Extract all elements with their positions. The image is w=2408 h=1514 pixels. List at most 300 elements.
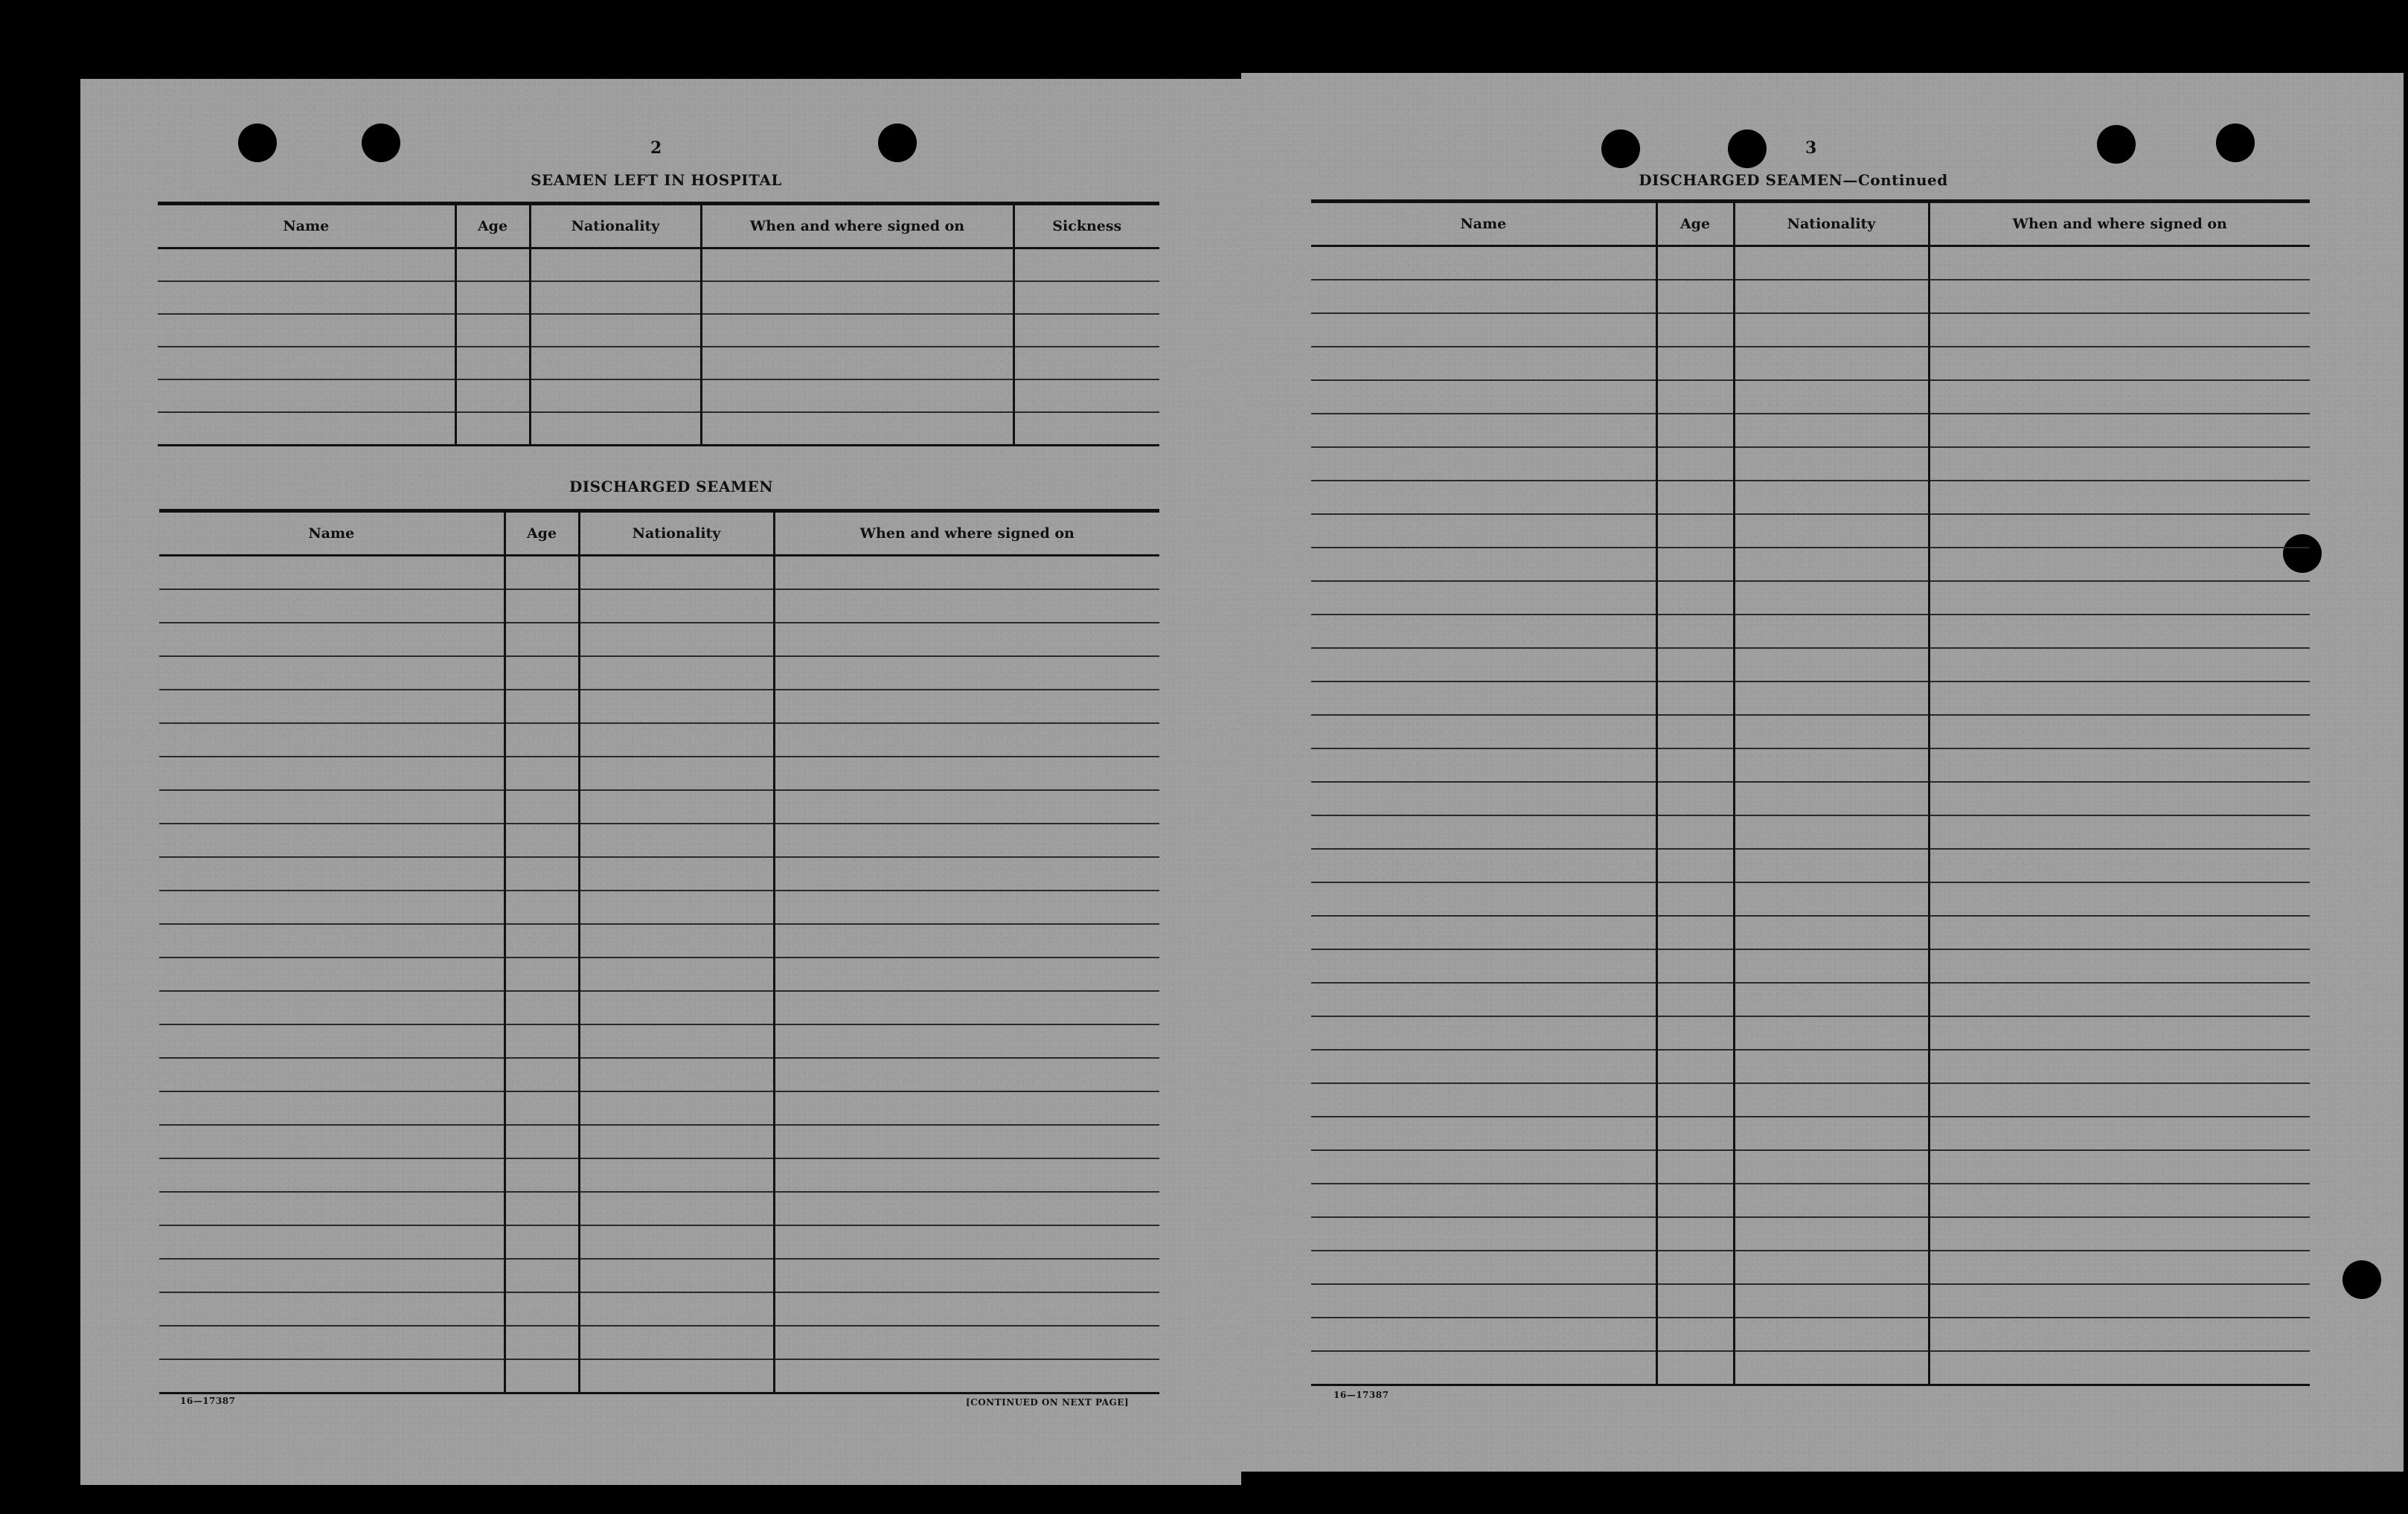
blank-cell	[1929, 815, 2310, 849]
page-number: 2	[650, 138, 662, 158]
blank-cell	[1734, 715, 1929, 748]
blank-cell	[1734, 782, 1929, 815]
blank-cell	[1656, 1351, 1734, 1385]
blank-cell	[1734, 916, 1929, 949]
blank-cell	[579, 589, 774, 623]
blank-cell	[1311, 1284, 1656, 1318]
table-row	[158, 314, 1159, 347]
blank-cell	[774, 991, 1159, 1024]
discharged-continued-title: DISCHARGED SEAMEN—Continued	[1639, 171, 1948, 189]
blank-cell	[1656, 1318, 1734, 1351]
blank-cell	[579, 991, 774, 1024]
blank-cell	[1734, 949, 1929, 983]
blank-cell	[701, 347, 1014, 379]
punch-hole	[2097, 125, 2136, 164]
blank-cell	[505, 1125, 579, 1158]
punch-hole	[2343, 1260, 2381, 1299]
blank-cell	[774, 924, 1159, 958]
blank-cell	[1311, 280, 1656, 313]
blank-cell	[1311, 949, 1656, 983]
form-code: 16—17387	[180, 1396, 236, 1406]
blank-cell	[505, 589, 579, 623]
blank-cell	[1929, 916, 2310, 949]
blank-cell	[579, 1359, 774, 1393]
discharged-table	[159, 509, 1159, 1394]
blank-cell	[505, 1192, 579, 1225]
table-row	[158, 281, 1159, 314]
table-row	[1311, 949, 2310, 983]
blank-cell	[1311, 447, 1656, 481]
blank-cell	[1929, 1284, 2310, 1318]
blank-cell	[1734, 447, 1929, 481]
table-row	[1311, 380, 2310, 414]
table-row	[1311, 1217, 2310, 1251]
blank-cell	[1929, 313, 2310, 347]
blank-cell	[1656, 313, 1734, 347]
blank-cell	[1014, 412, 1159, 446]
left-page	[80, 79, 1241, 1485]
blank-cell	[1656, 681, 1734, 715]
blank-cell	[1929, 949, 2310, 983]
blank-cell	[1929, 882, 2310, 916]
blank-cell	[1929, 280, 2310, 313]
punch-hole	[362, 124, 400, 162]
blank-cell	[159, 723, 505, 757]
blank-cell	[774, 824, 1159, 857]
table-row	[1311, 280, 2310, 313]
blank-cell	[1734, 481, 1929, 514]
blank-cell	[158, 314, 455, 347]
blank-cell	[774, 1024, 1159, 1058]
blank-cell	[701, 248, 1014, 282]
column-header: Sickness	[1014, 204, 1159, 248]
blank-cell	[1311, 882, 1656, 916]
blank-cell	[1656, 983, 1734, 1016]
form-code: 16—17387	[1333, 1390, 1389, 1400]
blank-cell	[455, 412, 530, 446]
blank-cell	[1734, 1150, 1929, 1184]
table-row	[159, 1192, 1159, 1225]
blank-cell	[774, 958, 1159, 991]
blank-cell	[774, 1292, 1159, 1326]
table-row	[1311, 681, 2310, 715]
blank-cell	[774, 1091, 1159, 1125]
blank-cell	[158, 248, 455, 282]
blank-cell	[1656, 581, 1734, 615]
blank-cell	[159, 1192, 505, 1225]
blank-cell	[1734, 514, 1929, 548]
blank-cell	[1656, 1083, 1734, 1117]
blank-cell	[505, 1225, 579, 1259]
punch-hole	[1601, 129, 1640, 168]
blank-cell	[579, 1091, 774, 1125]
blank-cell	[1311, 581, 1656, 615]
blank-cell	[1734, 1217, 1929, 1251]
blank-cell	[159, 1091, 505, 1125]
blank-cell	[1656, 815, 1734, 849]
blank-cell	[505, 757, 579, 790]
blank-cell	[1929, 1251, 2310, 1284]
blank-cell	[455, 347, 530, 379]
blank-cell	[579, 656, 774, 690]
blank-cell	[1656, 481, 1734, 514]
table-row	[159, 1091, 1159, 1125]
blank-cell	[1929, 347, 2310, 380]
column-header: Name	[159, 511, 505, 556]
blank-cell	[1656, 882, 1734, 916]
blank-cell	[1734, 1284, 1929, 1318]
punch-hole	[878, 124, 917, 162]
table-row	[1311, 1251, 2310, 1284]
blank-cell	[579, 891, 774, 924]
blank-cell	[701, 281, 1014, 314]
blank-cell	[1656, 648, 1734, 681]
blank-cell	[579, 924, 774, 958]
blank-cell	[1929, 1117, 2310, 1150]
blank-cell	[579, 623, 774, 656]
blank-cell	[1656, 1117, 1734, 1150]
blank-cell	[159, 623, 505, 656]
table-row	[1311, 313, 2310, 347]
blank-cell	[1929, 1050, 2310, 1083]
table-row	[1311, 347, 2310, 380]
table-row	[159, 623, 1159, 656]
blank-cell	[579, 1058, 774, 1091]
blank-cell	[1656, 447, 1734, 481]
blank-cell	[1311, 815, 1656, 849]
blank-cell	[579, 1292, 774, 1326]
blank-cell	[1656, 1251, 1734, 1284]
blank-cell	[1734, 1016, 1929, 1050]
table-row	[159, 1292, 1159, 1326]
blank-cell	[774, 690, 1159, 723]
table-row	[1311, 1351, 2310, 1385]
table-row	[159, 1125, 1159, 1158]
blank-cell	[1311, 313, 1656, 347]
blank-cell	[455, 248, 530, 282]
blank-cell	[505, 1024, 579, 1058]
blank-cell	[774, 656, 1159, 690]
table-row	[159, 556, 1159, 590]
blank-cell	[1734, 1050, 1929, 1083]
blank-cell	[579, 857, 774, 891]
blank-cell	[159, 1292, 505, 1326]
blank-cell	[505, 690, 579, 723]
blank-cell	[1929, 1184, 2310, 1217]
table-row	[159, 1058, 1159, 1091]
blank-cell	[1311, 1117, 1656, 1150]
blank-cell	[158, 379, 455, 412]
punch-hole	[238, 124, 277, 162]
blank-cell	[159, 1125, 505, 1158]
blank-cell	[1734, 1351, 1929, 1385]
table-row	[159, 589, 1159, 623]
blank-cell	[1656, 380, 1734, 414]
blank-cell	[1734, 1318, 1929, 1351]
column-header: Age	[505, 511, 579, 556]
blank-cell	[774, 589, 1159, 623]
blank-cell	[530, 379, 701, 412]
hospital-section-title: SEAMEN LEFT IN HOSPITAL	[531, 171, 782, 189]
blank-cell	[1734, 280, 1929, 313]
blank-cell	[1929, 414, 2310, 447]
blank-cell	[774, 1259, 1159, 1292]
table-row	[1311, 1318, 2310, 1351]
punch-hole	[1728, 129, 1767, 168]
table-row	[1311, 481, 2310, 514]
blank-cell	[1734, 1251, 1929, 1284]
blank-cell	[1929, 1150, 2310, 1184]
blank-cell	[1311, 681, 1656, 715]
blank-cell	[1929, 548, 2310, 581]
blank-cell	[505, 857, 579, 891]
table-row	[158, 412, 1159, 446]
blank-cell	[1311, 246, 1656, 280]
column-header: When and where signed on	[1929, 202, 2310, 246]
blank-cell	[1311, 1351, 1656, 1385]
table-row	[1311, 882, 2310, 916]
blank-cell	[1929, 782, 2310, 815]
blank-cell	[1656, 715, 1734, 748]
blank-cell	[1311, 481, 1656, 514]
blank-cell	[159, 991, 505, 1024]
blank-cell	[1311, 1217, 1656, 1251]
blank-cell	[1929, 648, 2310, 681]
column-header: Age	[1656, 202, 1734, 246]
blank-cell	[1929, 514, 2310, 548]
blank-cell	[701, 379, 1014, 412]
blank-cell	[530, 412, 701, 446]
blank-cell	[1656, 782, 1734, 815]
blank-cell	[1014, 281, 1159, 314]
blank-cell	[579, 690, 774, 723]
blank-cell	[505, 958, 579, 991]
blank-cell	[1311, 916, 1656, 949]
blank-cell	[505, 723, 579, 757]
table-row	[158, 248, 1159, 282]
table-row	[159, 1259, 1159, 1292]
blank-cell	[1734, 1117, 1929, 1150]
blank-cell	[1656, 849, 1734, 882]
table-row	[159, 1326, 1159, 1359]
blank-cell	[774, 1158, 1159, 1192]
table-row	[1311, 1016, 2310, 1050]
blank-cell	[774, 556, 1159, 590]
table-row	[1311, 581, 2310, 615]
blank-cell	[1734, 983, 1929, 1016]
table-row	[1311, 447, 2310, 481]
table-row	[159, 1225, 1159, 1259]
table-row	[158, 379, 1159, 412]
table-row	[159, 1024, 1159, 1058]
blank-cell	[1014, 379, 1159, 412]
blank-cell	[158, 412, 455, 446]
blank-cell	[1929, 1217, 2310, 1251]
table-row	[159, 723, 1159, 757]
table-row	[1311, 815, 2310, 849]
blank-cell	[1311, 1318, 1656, 1351]
blank-cell	[505, 891, 579, 924]
column-header: Name	[1311, 202, 1656, 246]
blank-cell	[1734, 347, 1929, 380]
punch-hole	[2216, 124, 2255, 162]
table-row	[159, 991, 1159, 1024]
blank-cell	[579, 958, 774, 991]
blank-cell	[1734, 882, 1929, 916]
blank-cell	[159, 857, 505, 891]
blank-cell	[1656, 280, 1734, 313]
blank-cell	[1311, 983, 1656, 1016]
table-row	[1311, 414, 2310, 447]
blank-cell	[1311, 782, 1656, 815]
blank-cell	[1929, 1318, 2310, 1351]
blank-cell	[505, 790, 579, 824]
blank-cell	[1929, 581, 2310, 615]
hospital-table	[158, 202, 1159, 446]
blank-cell	[1311, 1050, 1656, 1083]
blank-cell	[159, 824, 505, 857]
blank-cell	[1734, 414, 1929, 447]
blank-cell	[530, 248, 701, 282]
blank-cell	[1656, 514, 1734, 548]
blank-cell	[774, 1225, 1159, 1259]
blank-cell	[1656, 1217, 1734, 1251]
table-row	[159, 757, 1159, 790]
table-row	[159, 1158, 1159, 1192]
blank-cell	[1311, 748, 1656, 782]
blank-cell	[1311, 1150, 1656, 1184]
table-row	[159, 690, 1159, 723]
blank-cell	[455, 314, 530, 347]
blank-cell	[159, 958, 505, 991]
blank-cell	[455, 281, 530, 314]
table-row	[159, 891, 1159, 924]
column-header: Age	[455, 204, 530, 248]
table-row	[159, 656, 1159, 690]
blank-cell	[1734, 748, 1929, 782]
blank-cell	[579, 1192, 774, 1225]
blank-cell	[505, 556, 579, 590]
blank-cell	[579, 1326, 774, 1359]
blank-cell	[1656, 916, 1734, 949]
column-header: Nationality	[1734, 202, 1929, 246]
continued-note: [CONTINUED ON NEXT PAGE]	[966, 1397, 1130, 1408]
blank-cell	[505, 623, 579, 656]
blank-cell	[774, 1058, 1159, 1091]
blank-cell	[159, 924, 505, 958]
blank-cell	[579, 1225, 774, 1259]
blank-cell	[774, 1326, 1159, 1359]
blank-cell	[1311, 715, 1656, 748]
blank-cell	[1929, 1083, 2310, 1117]
blank-cell	[1734, 581, 1929, 615]
column-header: Nationality	[579, 511, 774, 556]
blank-cell	[159, 1024, 505, 1058]
blank-cell	[530, 347, 701, 379]
page-number: 3	[1805, 138, 1817, 158]
table-row	[159, 1359, 1159, 1393]
blank-cell	[1311, 1251, 1656, 1284]
blank-cell	[1929, 748, 2310, 782]
blank-cell	[579, 556, 774, 590]
blank-cell	[1929, 681, 2310, 715]
blank-cell	[1734, 548, 1929, 581]
blank-cell	[1656, 949, 1734, 983]
table-row	[1311, 916, 2310, 949]
blank-cell	[1929, 1351, 2310, 1385]
blank-cell	[579, 1024, 774, 1058]
table-row	[1311, 983, 2310, 1016]
blank-cell	[579, 1259, 774, 1292]
discharged-continued-table	[1311, 199, 2310, 1386]
blank-cell	[579, 790, 774, 824]
blank-cell	[1734, 648, 1929, 681]
column-header: Name	[158, 204, 455, 248]
blank-cell	[1929, 447, 2310, 481]
table-row	[1311, 715, 2310, 748]
table-row	[1311, 514, 2310, 548]
blank-cell	[701, 412, 1014, 446]
blank-cell	[774, 757, 1159, 790]
table-row	[158, 347, 1159, 379]
blank-cell	[1656, 615, 1734, 648]
table-row	[1311, 1284, 2310, 1318]
blank-cell	[1929, 481, 2310, 514]
column-header: When and where signed on	[701, 204, 1014, 248]
blank-cell	[158, 347, 455, 379]
table-row	[159, 857, 1159, 891]
blank-cell	[159, 1259, 505, 1292]
blank-cell	[1311, 1184, 1656, 1217]
blank-cell	[159, 556, 505, 590]
table-row	[1311, 748, 2310, 782]
blank-cell	[1734, 1184, 1929, 1217]
blank-cell	[505, 1292, 579, 1326]
table-row	[159, 958, 1159, 991]
table-row	[1311, 1117, 2310, 1150]
discharged-section-title: DISCHARGED SEAMEN	[569, 478, 774, 495]
blank-cell	[1656, 414, 1734, 447]
blank-cell	[774, 857, 1159, 891]
blank-cell	[579, 1158, 774, 1192]
blank-cell	[1929, 983, 2310, 1016]
blank-cell	[1311, 615, 1656, 648]
blank-cell	[1929, 715, 2310, 748]
blank-cell	[159, 757, 505, 790]
blank-cell	[579, 1125, 774, 1158]
blank-cell	[530, 314, 701, 347]
blank-cell	[505, 824, 579, 857]
blank-cell	[1311, 1083, 1656, 1117]
blank-cell	[159, 690, 505, 723]
blank-cell	[1929, 380, 2310, 414]
blank-cell	[579, 757, 774, 790]
table-row	[1311, 1050, 2310, 1083]
blank-cell	[505, 1326, 579, 1359]
table-row	[1311, 648, 2310, 681]
table-row	[1311, 782, 2310, 815]
blank-cell	[1734, 313, 1929, 347]
blank-cell	[774, 623, 1159, 656]
blank-cell	[1656, 1016, 1734, 1050]
blank-cell	[505, 991, 579, 1024]
blank-cell	[158, 281, 455, 314]
blank-cell	[1311, 414, 1656, 447]
blank-cell	[579, 824, 774, 857]
blank-cell	[774, 723, 1159, 757]
blank-cell	[1311, 849, 1656, 882]
blank-cell	[1734, 246, 1929, 280]
